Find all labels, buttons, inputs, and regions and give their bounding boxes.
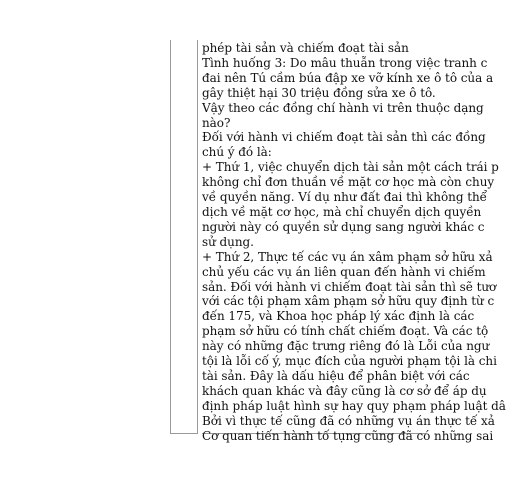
text-line: về quyền năng. Ví dụ như đất đai thì không thể (202, 190, 488, 205)
text-line: người này có quyền sử dụng sang người khác c (202, 219, 485, 234)
text-line: định pháp luật hình sự hay quy phạm pháp luật dâ (202, 398, 506, 413)
text-line: đai nên Tú cầm búa đập xe vỡ kính xe ô tô của a (202, 70, 494, 85)
text-line: Tình huống 3: Do mâu thuẫn trong việc tranh c (202, 55, 488, 70)
text-line: Bởi vì thực tế cũng đã có những vụ án thực tế xả (202, 413, 495, 428)
text-line: sử dụng. (202, 234, 254, 249)
table-left-cell (170, 40, 198, 434)
text-line: Đối với hành vi chiếm đoạt tài sản thì các đồng (202, 130, 486, 145)
text-line: khách quan khác và đây cũng là cơ sở để áp dụ (202, 383, 487, 398)
text-line: Vậy theo các đồng chí hành vi trên thuộc dạng (202, 100, 484, 115)
text-line: phép tài sản và chiếm đoạt tài sản (202, 41, 409, 55)
text-line: gây thiệt hại 30 triệu đồng sửa xe ô tô. (202, 85, 436, 100)
text-line: nào? (202, 115, 231, 130)
text-line: + Thứ 1, việc chuyển dịch tài sản một cách trái p (202, 160, 499, 175)
text-line: chú ý đó là: (202, 145, 272, 160)
table-text-cell (202, 41, 506, 443)
text-line: đến 175, và Khoa học pháp lý xác định là các (202, 309, 475, 324)
text-line: sản. Đối với hành vi chiếm đoạt tài sản thì sẽ tươ (202, 279, 497, 294)
text-line: Cơ quan tiến hành tố tụng cũng đã có những sai (202, 428, 494, 443)
text-line: chủ yếu các vụ án liên quan đến hành vi chiếm (202, 264, 486, 279)
text-line: tội là lỗi cố ý, mục đích của người phạm tội là chi (202, 354, 497, 369)
text-line: + Thứ 2, Thực tế các vụ án xâm phạm sở hữu xả (202, 249, 493, 264)
text-line: không chỉ đơn thuần về mặt cơ học mà còn chuy (202, 175, 495, 190)
text-line: với các tội phạm xâm phạm sở hữu quy định từ c (202, 294, 495, 309)
text-line: dịch về mặt cơ học, mà chỉ chuyển dịch quyền (202, 204, 482, 219)
text-line: này có những đặc trưng riêng đó là Lỗi của ngư (202, 339, 490, 354)
text-line: tài sản. Đây là dấu hiệu để phân biệt với các (202, 368, 470, 383)
text-line: phạm sở hữu có tính chất chiếm đoạt. Và các tộ (202, 324, 489, 339)
